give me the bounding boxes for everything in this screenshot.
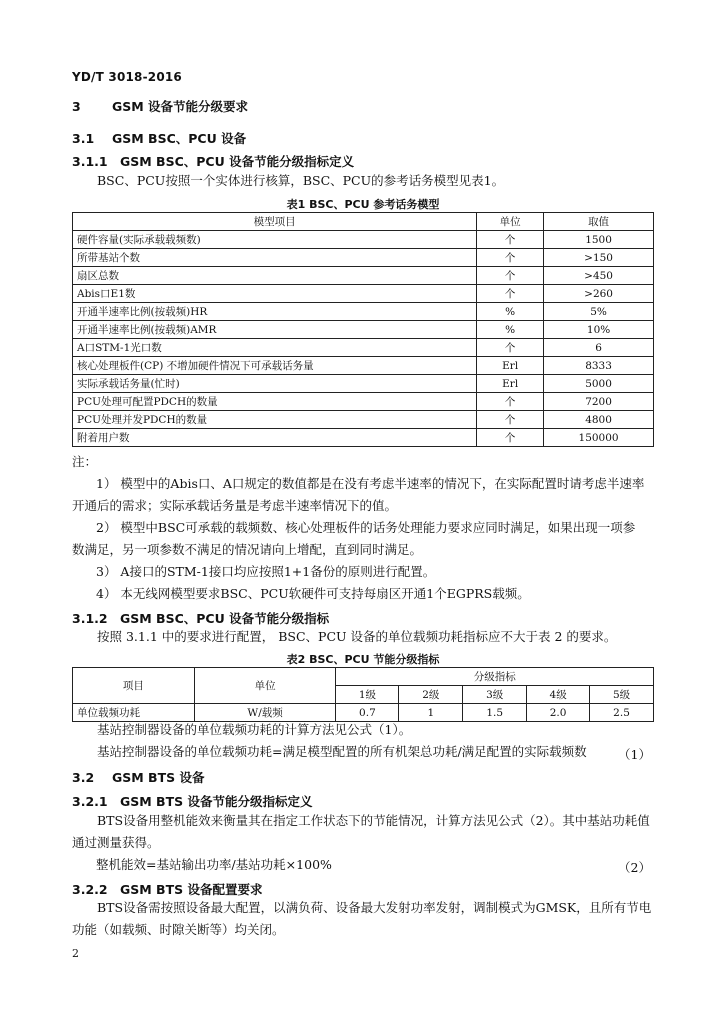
table2-cell-level-2: 1 (399, 704, 463, 722)
table1-cell-unit: Erl (477, 375, 544, 393)
table1-cell-value: 5000 (544, 375, 654, 393)
table1-row (73, 339, 654, 357)
table2-cell-level-4: 2.0 (527, 704, 590, 722)
table1-row (73, 393, 654, 411)
table1-cell-value: 150000 (544, 429, 654, 447)
table1-cell-item: 开通半速率比例(按载频)AMR (73, 321, 477, 339)
table1-caption: 表1 BSC、PCU 参考话务模型 (286, 198, 440, 211)
table1-cell-unit: 个 (477, 429, 544, 447)
page-number: 2 (72, 947, 79, 960)
section-3-1-2-heading: 3.1.2 GSM BSC、PCU 设备节能分级指标 (72, 611, 330, 626)
table1-cell-unit: Erl (477, 357, 544, 375)
table1-row (73, 375, 654, 393)
table1-cell-item: PCU处理并发PDCH的数量 (73, 411, 477, 429)
table1-cell-item: 扇区总数 (73, 267, 477, 285)
table1-row (73, 357, 654, 375)
table2-header-item: 项目 (73, 668, 195, 704)
table1-cell-unit: % (477, 303, 544, 321)
section-3-2-2-heading: 3.2.2 GSM BTS 设备配置要求 (72, 882, 263, 897)
table2-cell-unit: W/载频 (194, 704, 336, 722)
section-3-2-1-heading: 3.2.1 GSM BTS 设备节能分级指标定义 (72, 794, 313, 809)
section-3-heading: 3 GSM 设备节能分级要求 (72, 99, 249, 114)
table2-cell-level-3: 1.5 (463, 704, 527, 722)
table1-cell-value: >450 (544, 267, 654, 285)
table1-cell-unit: 个 (477, 249, 544, 267)
table1-cell-value: >150 (544, 249, 654, 267)
note-1-line-1: 1） 模型中的Abis口、A口规定的数值都是在没有考虑半速率的情况下，在实际配置时请考虑半速率 (96, 476, 645, 491)
standard-code: YD/T 3018-2016 (72, 70, 182, 84)
formula-1-text: 基站控制器设备的单位载频功耗=满足模型配置的所有机架总功耗/满足配置的实际载频数 (97, 744, 587, 759)
table1-cell-value: 8333 (544, 357, 654, 375)
table2-level-2: 2级 (399, 686, 463, 704)
table1-header-unit: 单位 (477, 213, 544, 231)
section-3-1-1-paragraph: BSC、PCU按照一个实体进行核算，BSC、PCU的参考话务模型见表1。 (97, 173, 505, 188)
table1-cell-unit: 个 (477, 339, 544, 357)
table1-cell-item: 附着用户数 (73, 429, 477, 447)
table2-header-unit: 单位 (194, 668, 336, 704)
table1-cell-item: 所带基站个数 (73, 249, 477, 267)
table1-header-item: 模型项目 (73, 213, 477, 231)
section-3-1-1-heading: 3.1.1 GSM BSC、PCU 设备节能分级指标定义 (72, 154, 355, 169)
table1-cell-item: Abis口E1数 (73, 285, 477, 303)
table1-cell-value: 4800 (544, 411, 654, 429)
table1-cell-unit: 个 (477, 267, 544, 285)
table1-row (73, 321, 654, 339)
table1-row (73, 303, 654, 321)
formula-1-intro: 基站控制器设备的单位载频功耗的计算方法见公式（1）。 (97, 722, 412, 737)
table2-level-1: 1级 (336, 686, 399, 704)
table2-cell-level-5: 2.5 (590, 704, 654, 722)
table1-row (73, 249, 654, 267)
table1-reference-traffic-model (72, 212, 654, 447)
table1-cell-item: 开通半速率比例(按载频)HR (73, 303, 477, 321)
formula-2-number: （2） (618, 860, 651, 875)
section-3-2-heading: 3.2 GSM BTS 设备 (72, 770, 205, 785)
table2-level-3: 3级 (463, 686, 527, 704)
section-3-1-heading: 3.1 GSM BSC、PCU 设备 (72, 131, 247, 146)
table1-cell-item: 硬件容量(实际承载载频数) (73, 231, 477, 249)
section-3-2-2-paragraph-line-2: 功能（如载频、时隙关断等）均关闭。 (72, 922, 285, 937)
table2-level-4: 4级 (527, 686, 590, 704)
formula-2-text: 整机能效=基站输出功率/基站功耗×100% (96, 857, 332, 872)
notes-label: 注： (72, 454, 98, 469)
table2-cell-level-1: 0.7 (336, 704, 399, 722)
table2-cell-item: 单位载频功耗 (73, 704, 195, 722)
note-2-line-1: 2） 模型中BSC可承载的载频数、核心处理板件的话务处理能力要求应同时满足，如果出现一项参 (96, 520, 636, 535)
table2-level-5: 5级 (590, 686, 654, 704)
note-2-line-2: 数满足，另一项参数不满足的情况请向上增配，直到同时满足。 (72, 542, 423, 557)
table2-caption: 表2 BSC、PCU 节能分级指标 (286, 653, 440, 666)
table1-cell-value: 10% (544, 321, 654, 339)
table1-cell-unit: 个 (477, 231, 544, 249)
note-3: 3） A接口的STM-1接口均应按照1+1备份的原则进行配置。 (96, 564, 436, 579)
table1-cell-value: 6 (544, 339, 654, 357)
section-3-2-1-paragraph-line-2: 通过测量获得。 (72, 835, 160, 850)
table1-row (73, 411, 654, 429)
table1-cell-item: A口STM-1光口数 (73, 339, 477, 357)
table1-cell-unit: % (477, 321, 544, 339)
table1-cell-value: 7200 (544, 393, 654, 411)
table1-row (73, 429, 654, 447)
note-4: 4） 本无线网模型要求BSC、PCU软硬件可支持每扇区开通1个EGPRS载频。 (96, 586, 530, 601)
section-3-2-2-paragraph-line-1: BTS设备需按照设备最大配置，以满负荷、设备最大发射功率发射，调制模式为GMSK，且所有节电 (97, 900, 652, 915)
table1-header-row (73, 213, 654, 231)
table1-header-value: 取值 (544, 213, 654, 231)
table1-cell-unit: 个 (477, 285, 544, 303)
formula-1-number: （1） (618, 747, 651, 762)
table1-cell-item: 实际承载话务量(忙时) (73, 375, 477, 393)
table1-cell-value: 1500 (544, 231, 654, 249)
section-3-1-2-paragraph: 按照 3.1.1 中的要求进行配置， BSC、PCU 设备的单位载频功耗指标应不大于表 2 的要求。 (97, 629, 617, 644)
table2-energy-grading-index (72, 667, 654, 722)
table1-row (73, 231, 654, 249)
formula-1 (72, 741, 662, 763)
table1-cell-value: 5% (544, 303, 654, 321)
table1-cell-item: 核心处理板件(CP) 不增加硬件情况下可承载话务量 (73, 357, 477, 375)
table2-header-grading: 分级指标 (336, 668, 654, 686)
note-1-line-2: 开通后的需求；实际承载话务量是考虑半速率情况下的值。 (72, 498, 398, 513)
section-3-2-1-paragraph-line-1: BTS设备用整机能效来衡量其在指定工作状态下的节能情况，计算方法见公式（2）。其中基站功耗值 (97, 813, 650, 828)
table1-cell-item: PCU处理可配置PDCH的数量 (73, 393, 477, 411)
table1-cell-value: >260 (544, 285, 654, 303)
table1-row (73, 267, 654, 285)
table1-row (73, 285, 654, 303)
table1-cell-unit: 个 (477, 411, 544, 429)
table1-cell-unit: 个 (477, 393, 544, 411)
